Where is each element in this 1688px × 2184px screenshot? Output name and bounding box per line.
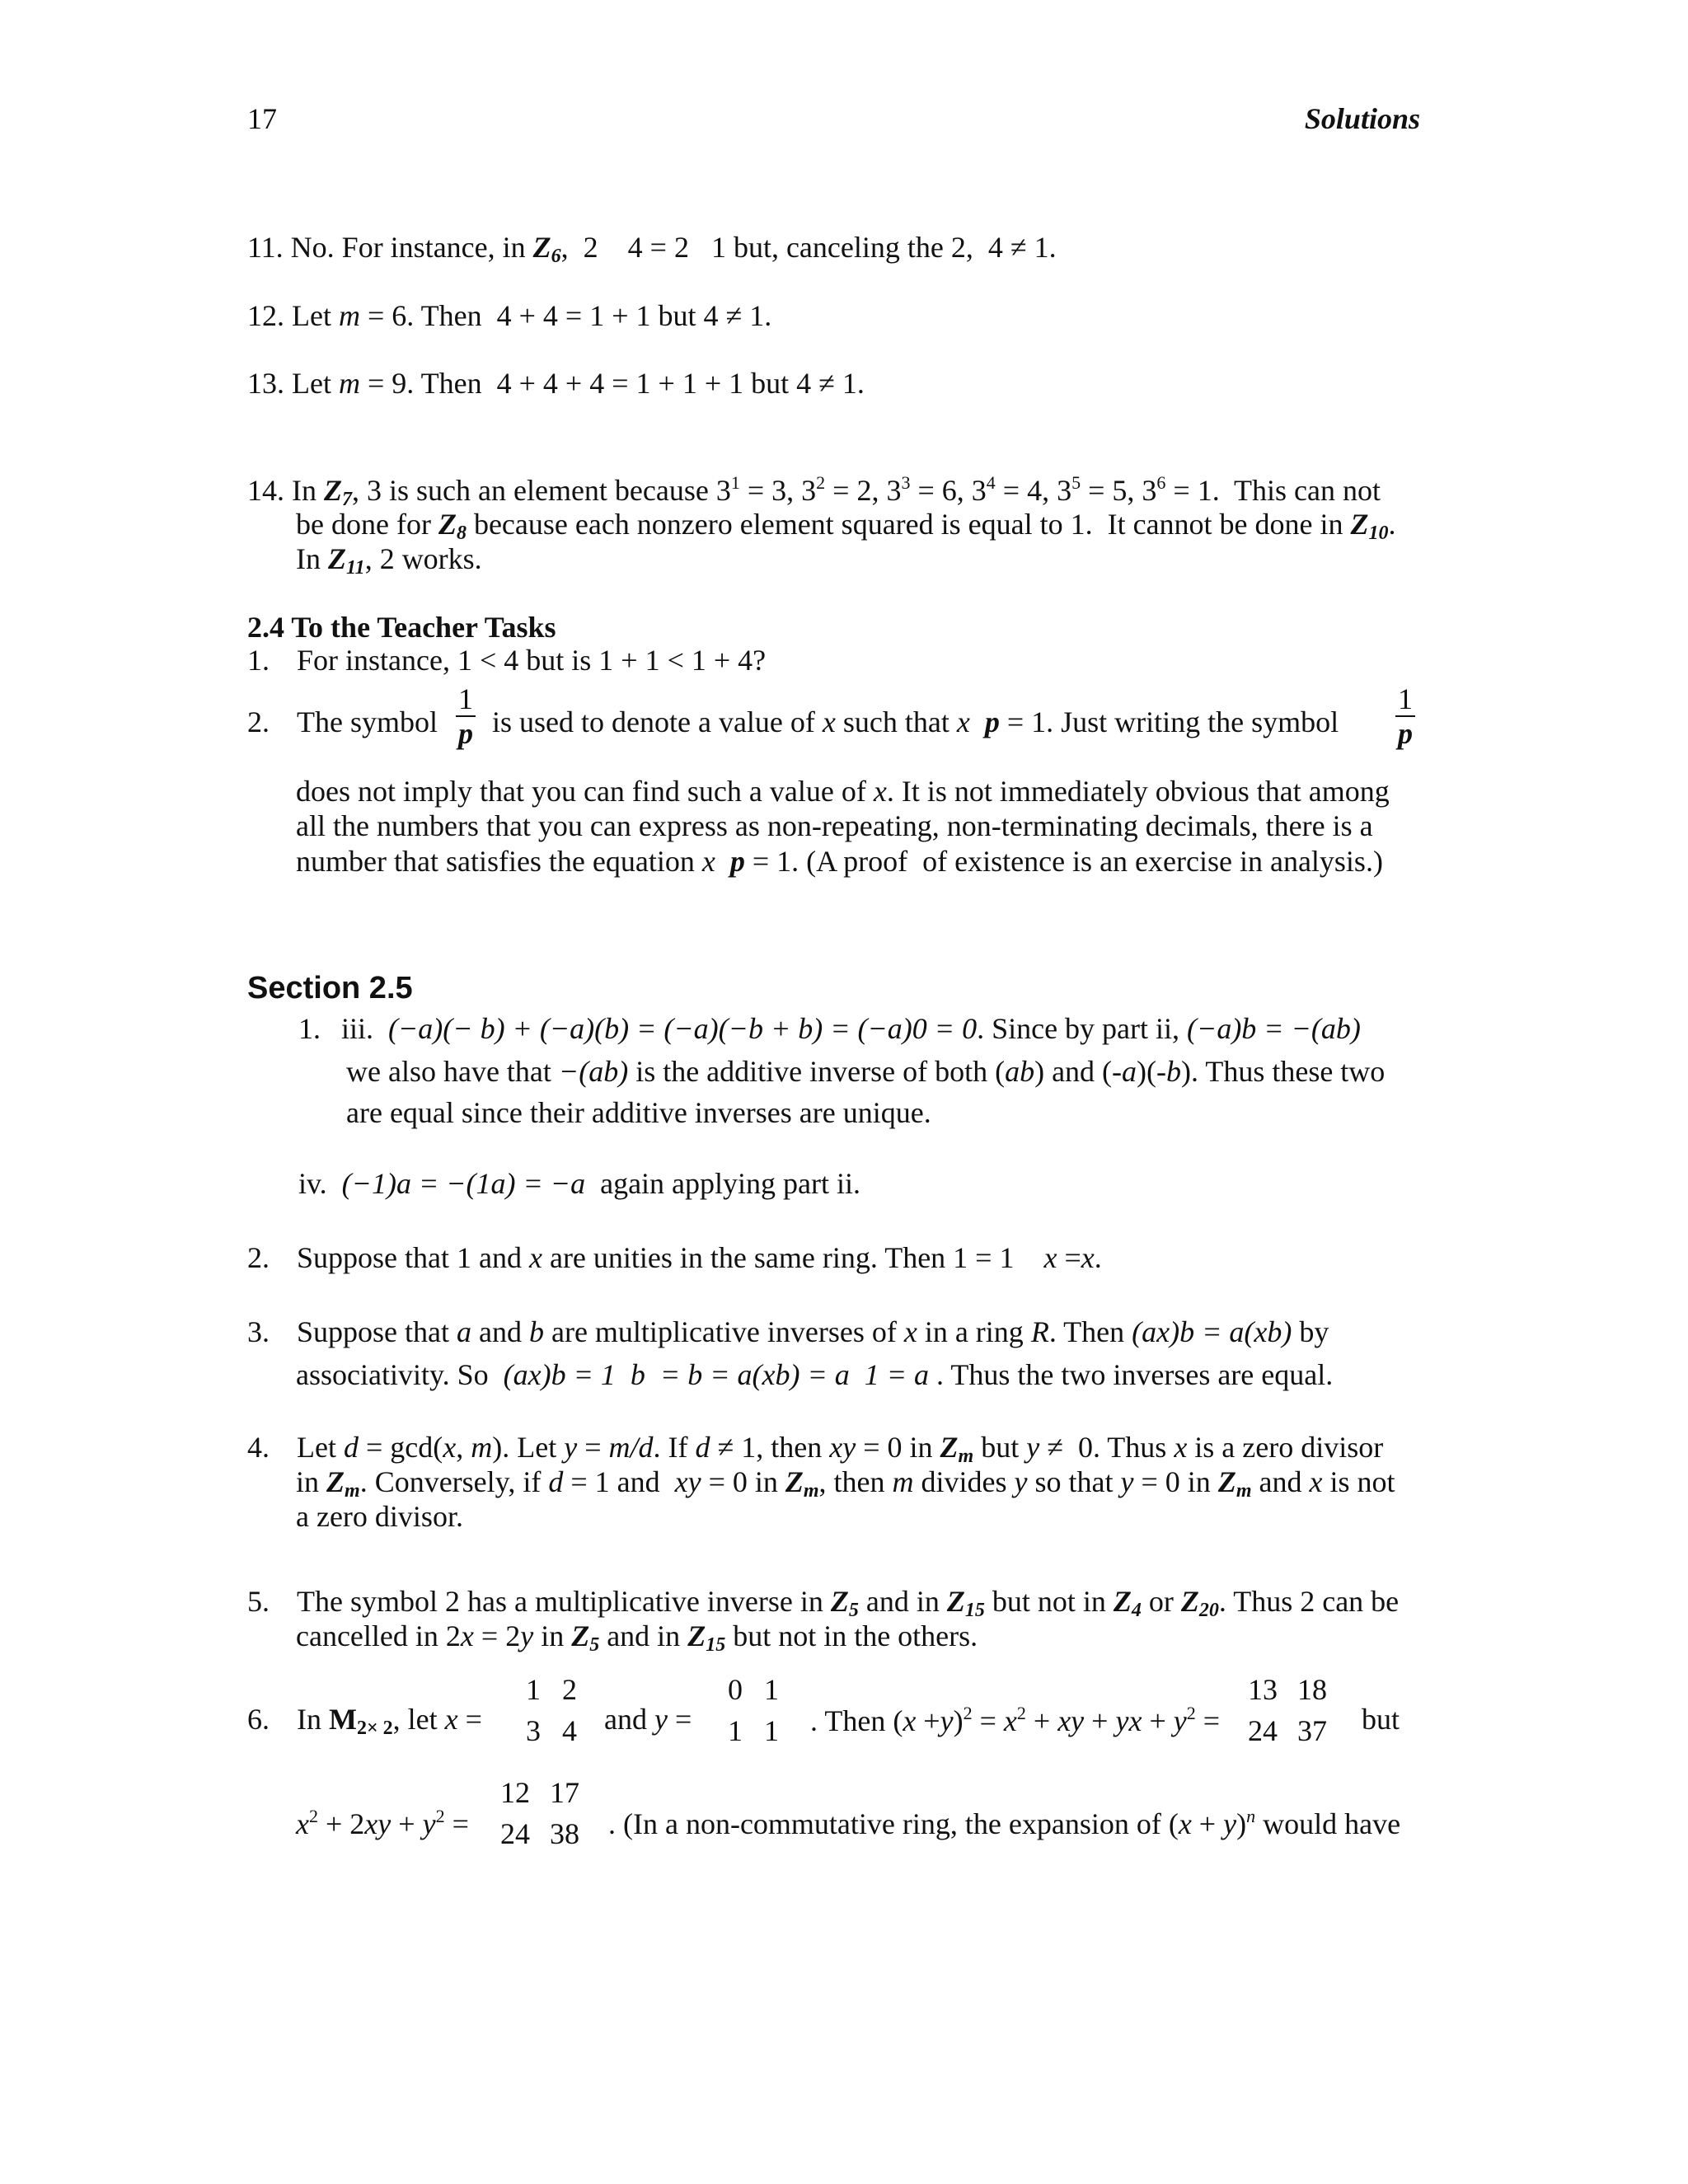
equation: (−a)b = −(ab): [1187, 1012, 1361, 1045]
matrix-x: 1 2 3 4: [526, 1673, 577, 1747]
item-number: 3.: [247, 1315, 270, 1348]
item-14-line-3: In $Z_{11}$, 2 works.: [296, 542, 482, 579]
teacher-task-2-line-4: number that satisfies the equation x p = 1. (A proof of existence is an exercise in analysis.): [296, 845, 1383, 878]
equation: (ax)b = a(xb): [1132, 1315, 1292, 1348]
item-number: 11.: [247, 231, 284, 264]
item-number: 12.: [247, 299, 284, 332]
item-number: 2.: [247, 705, 270, 738]
item-text-line-1: In $Z_7$, 3 is such an element because $3^1 = 3$, $3^2 = 2$, $3^3 = 6$, $3^4 = 4$, $3^5 = 5$, $3^6 = 1$. This can not: [292, 472, 1381, 510]
teacher-task-2-line-3: all the numbers that you can express as non-repeating, non-terminating decimals, there is a: [296, 809, 1373, 842]
s25-item-6-line-2: $x^2 + 2xy + y^2$ =: [296, 1806, 469, 1840]
item-11: [247, 232, 1057, 266]
section-heading: Section 2.5: [247, 971, 413, 1005]
running-title: Solutions: [1304, 102, 1420, 135]
matrix-result-2: 12 17 24 38: [500, 1776, 579, 1850]
s25-item-4-line-2: in $Z_m$. Conversely, if d = 1 and xy = 0 in $Z_m$, then m divides y so that y = 0 in $Z_m$ and x is not: [296, 1465, 1395, 1502]
s25-item-5-line-2: cancelled in 2x = 2y in $Z_5$ and in $Z_{15}$ but not in the others.: [296, 1619, 978, 1656]
teacher-tasks-heading: 2.4 To the Teacher Tasks: [247, 611, 556, 644]
fraction-one-over-p-2: 1 p: [1393, 684, 1418, 748]
s25-item-1-iv: iv. (−1)a = −(1a) = −a again applying part ii.: [298, 1167, 861, 1200]
s25-item-6-but: but: [1362, 1703, 1400, 1736]
s25-item-6-line-2-text: . (In a non-commutative ring, the expansion of $(x + y)^n$ would have: [608, 1806, 1401, 1840]
s25-item-3: 3. Suppose that a and b are multiplicative inverses of x in a ring R. Then (ax)b = a(xb) by: [247, 1315, 1329, 1348]
s25-item-1-line-2: we also have that −(ab) is the additive inverse of both (ab) and (-a)(-b). Thus these two: [346, 1055, 1386, 1088]
matrix-result-1: 13 18 24 37: [1248, 1673, 1327, 1747]
s25-item-1-line-3: are equal since their additive inverses are unique.: [346, 1096, 931, 1129]
s25-item-4: 4. Let d = gcd(x, m). Let y = m/d. If d ≠ 1, then xy = 0 in $Z_m$ but y ≠ 0. Thus x is a zero divisor: [247, 1431, 1384, 1467]
item-number: 1.: [298, 1012, 321, 1045]
matrix-y: 0 1 1 1: [728, 1673, 779, 1747]
item-number: 5.: [247, 1585, 270, 1618]
item-14-line-2: be done for $Z_8$ because each nonzero element squared is equal to 1. It cannot be done in $Z_{10}$.: [296, 508, 1396, 544]
s25-item-1: 1. iii. (−a)(− b) + (−a)(b) = (−a)(−b + b) = (−a)0 = 0. Since by part ii, (−a)b = −(ab): [298, 1012, 1361, 1045]
teacher-task-2-line-2: does not imply that you can find such a value of x. It is not immediately obvious that among: [296, 775, 1390, 808]
teacher-task-2-line-1: is used to denote a value of x such that x p = 1. Just writing the symbol: [492, 705, 1339, 738]
item-text: Let m = 6. Then 4 + 4 = 1 + 1 but 4 ≠ 1.: [292, 299, 772, 332]
s25-item-6-and-y: and y =: [604, 1703, 692, 1736]
item-14: [247, 474, 1381, 509]
s25-item-3-line-2: associativity. So (ax)b = 1 b = b = a(xb) = a 1 = a . Thus the two inverses are equal.: [296, 1358, 1334, 1391]
item-number: 6.: [247, 1703, 270, 1736]
fraction-one-over-p: 1 p: [453, 684, 478, 748]
item-number: 1.: [247, 644, 270, 677]
item-text: Let m = 9. Then 4 + 4 + 4 = 1 + 1 + 1 but 4 ≠ 1.: [292, 367, 865, 400]
s25-item-6: 6. In $M_{2\times 2}$, let x =: [247, 1703, 482, 1739]
item-number: 4.: [247, 1431, 270, 1464]
equation: (ax)b = 1 b = b = a(xb) = a 1 = a: [503, 1358, 930, 1391]
item-12: [247, 301, 771, 330]
teacher-task-1: 1. For instance, 1 < 4 but is 1 + 1 < 1 + 4?: [247, 644, 767, 677]
item-13: [247, 368, 865, 398]
page-number: 17: [247, 102, 277, 135]
item-number: 2.: [247, 1241, 270, 1274]
equation: (−1)a = −(1a) = −a: [341, 1167, 586, 1200]
item-number: 14.: [247, 474, 284, 507]
s25-item-4-line-3: a zero divisor.: [296, 1500, 463, 1533]
teacher-task-2: 2. The symbol: [247, 705, 438, 738]
s25-item-2: 2. Suppose that 1 and x are unities in the same ring. Then 1 = 1 x =x.: [247, 1241, 1102, 1274]
item-text: No. For instance, in $Z_6$, 2 4 = 2 1 but, canceling the 2, 4 ≠ 1.: [290, 231, 1057, 267]
item-number: 13.: [247, 367, 284, 400]
equation: (−a)(− b) + (−a)(b) = (−a)(−b + b) = (−a)0 = 0: [388, 1012, 978, 1045]
s25-item-5: 5. The symbol 2 has a multiplicative inverse in $Z_5$ and in $Z_{15}$ but not in $Z_4$ or $Z_{20}$. Thus 2 can be: [247, 1585, 1400, 1621]
s25-item-6-expansion: . Then $(x +y)^2 = x^2$ + xy + yx + $y^2$ =: [810, 1703, 1221, 1737]
